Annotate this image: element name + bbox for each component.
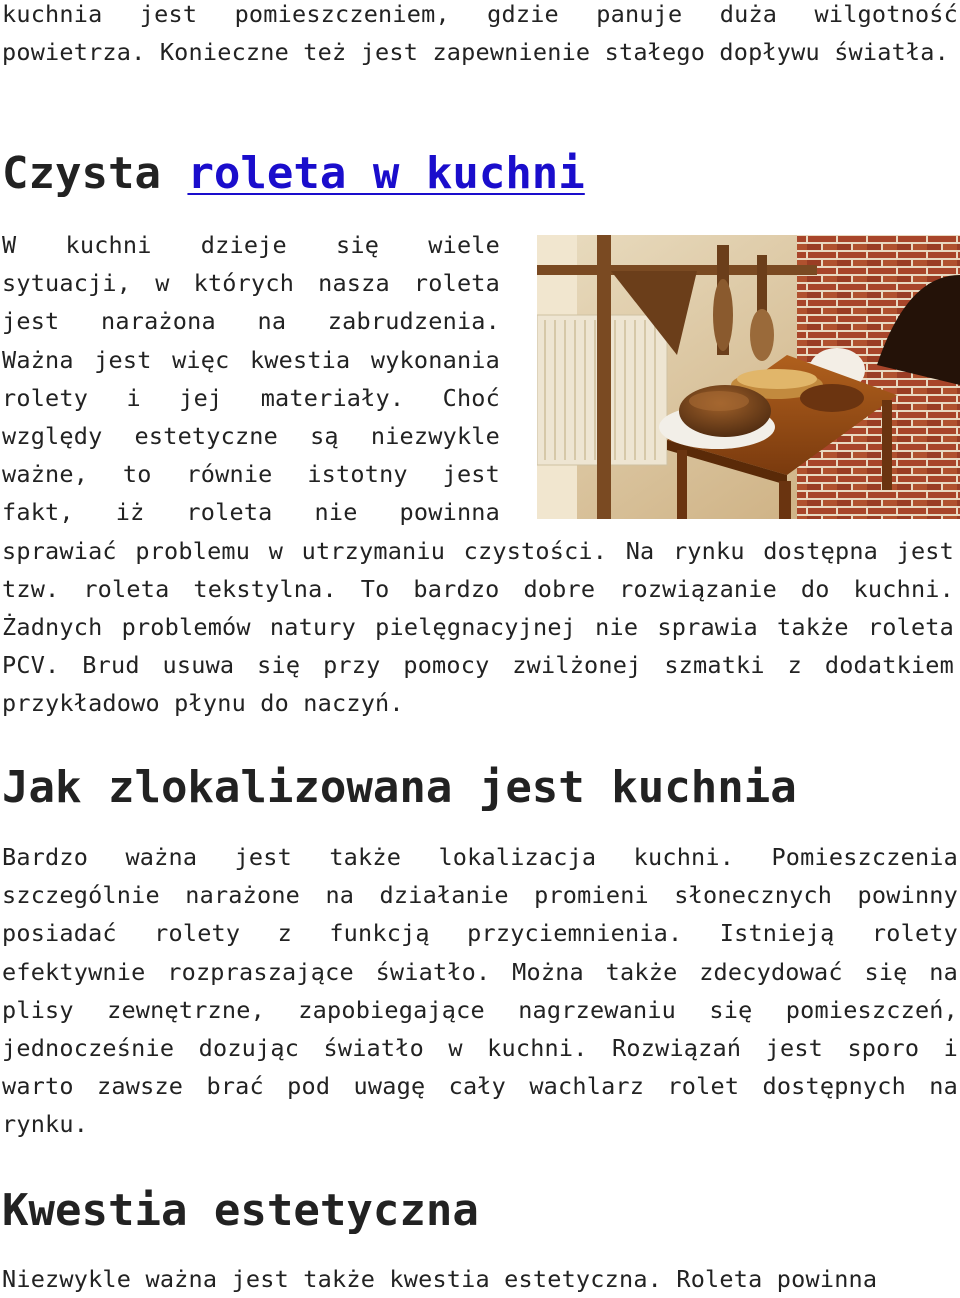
section-heading-czysta	[0, 148, 587, 200]
paragraph-czysta: W kuchni dzieje się wiele sytuacji, w których nasza roleta jest narażona na zabrudzenia. Ważna jest więc kwestia wykonania rolety i jej materiały. Choć względy estetyczne są niezwykle ważne, to równie istotny jest fakt, iż roleta nie powinna sprawiać problemu w utrzymaniu czystości. Na rynku dostępna jest tzw. roleta tekstylna. To bardzo dobre rozwiązanie do kuchni. Żadnych problemów natury pielęgnacyjnej nie sprawia także roleta PCV. Brud usuwa się przy pomocy zwilżonej szmatki z dodatkiem przykładowo płynu do naczyń.	[2, 231, 954, 718]
heading-prefix: Czysta	[2, 148, 188, 199]
kitchen-photo	[537, 235, 960, 519]
paragraph-jak: Bardzo ważna jest także lokalizacja kuchni. Pomieszczenia szczególnie narażone na działanie promieni słonecznych powinny posiadać rolety z funkcją przyciemnienia. Istnieją rolety efektywnie rozpraszające światło. Można także zdecydować się na plisy zewnętrzne, zapobiegające nagrzewaniu się pomieszczeń, jednocześnie dozując światło w kuchni. Rozwiązań jest sporo i warto zawsze brać pod uwagę cały wachlarz rolet dostępnych na rynku.	[2, 843, 958, 1139]
section-heading-jak: Jak zlokalizowana jest kuchnia	[2, 762, 797, 813]
intro-paragraph: kuchnia jest pomieszczeniem, gdzie panuje duża wilgotność powietrza. Konieczne też jest zapewnienie stałego dopływu światła.	[2, 0, 958, 67]
paragraph-kwestia: Niezwykle ważna jest także kwestia estetyczna. Roleta powinna	[2, 1265, 878, 1293]
section-heading-kwestia: Kwestia estetyczna	[2, 1185, 479, 1236]
heading-link-roleta-w-kuchni[interactable]: roleta w kuchni	[187, 148, 585, 199]
